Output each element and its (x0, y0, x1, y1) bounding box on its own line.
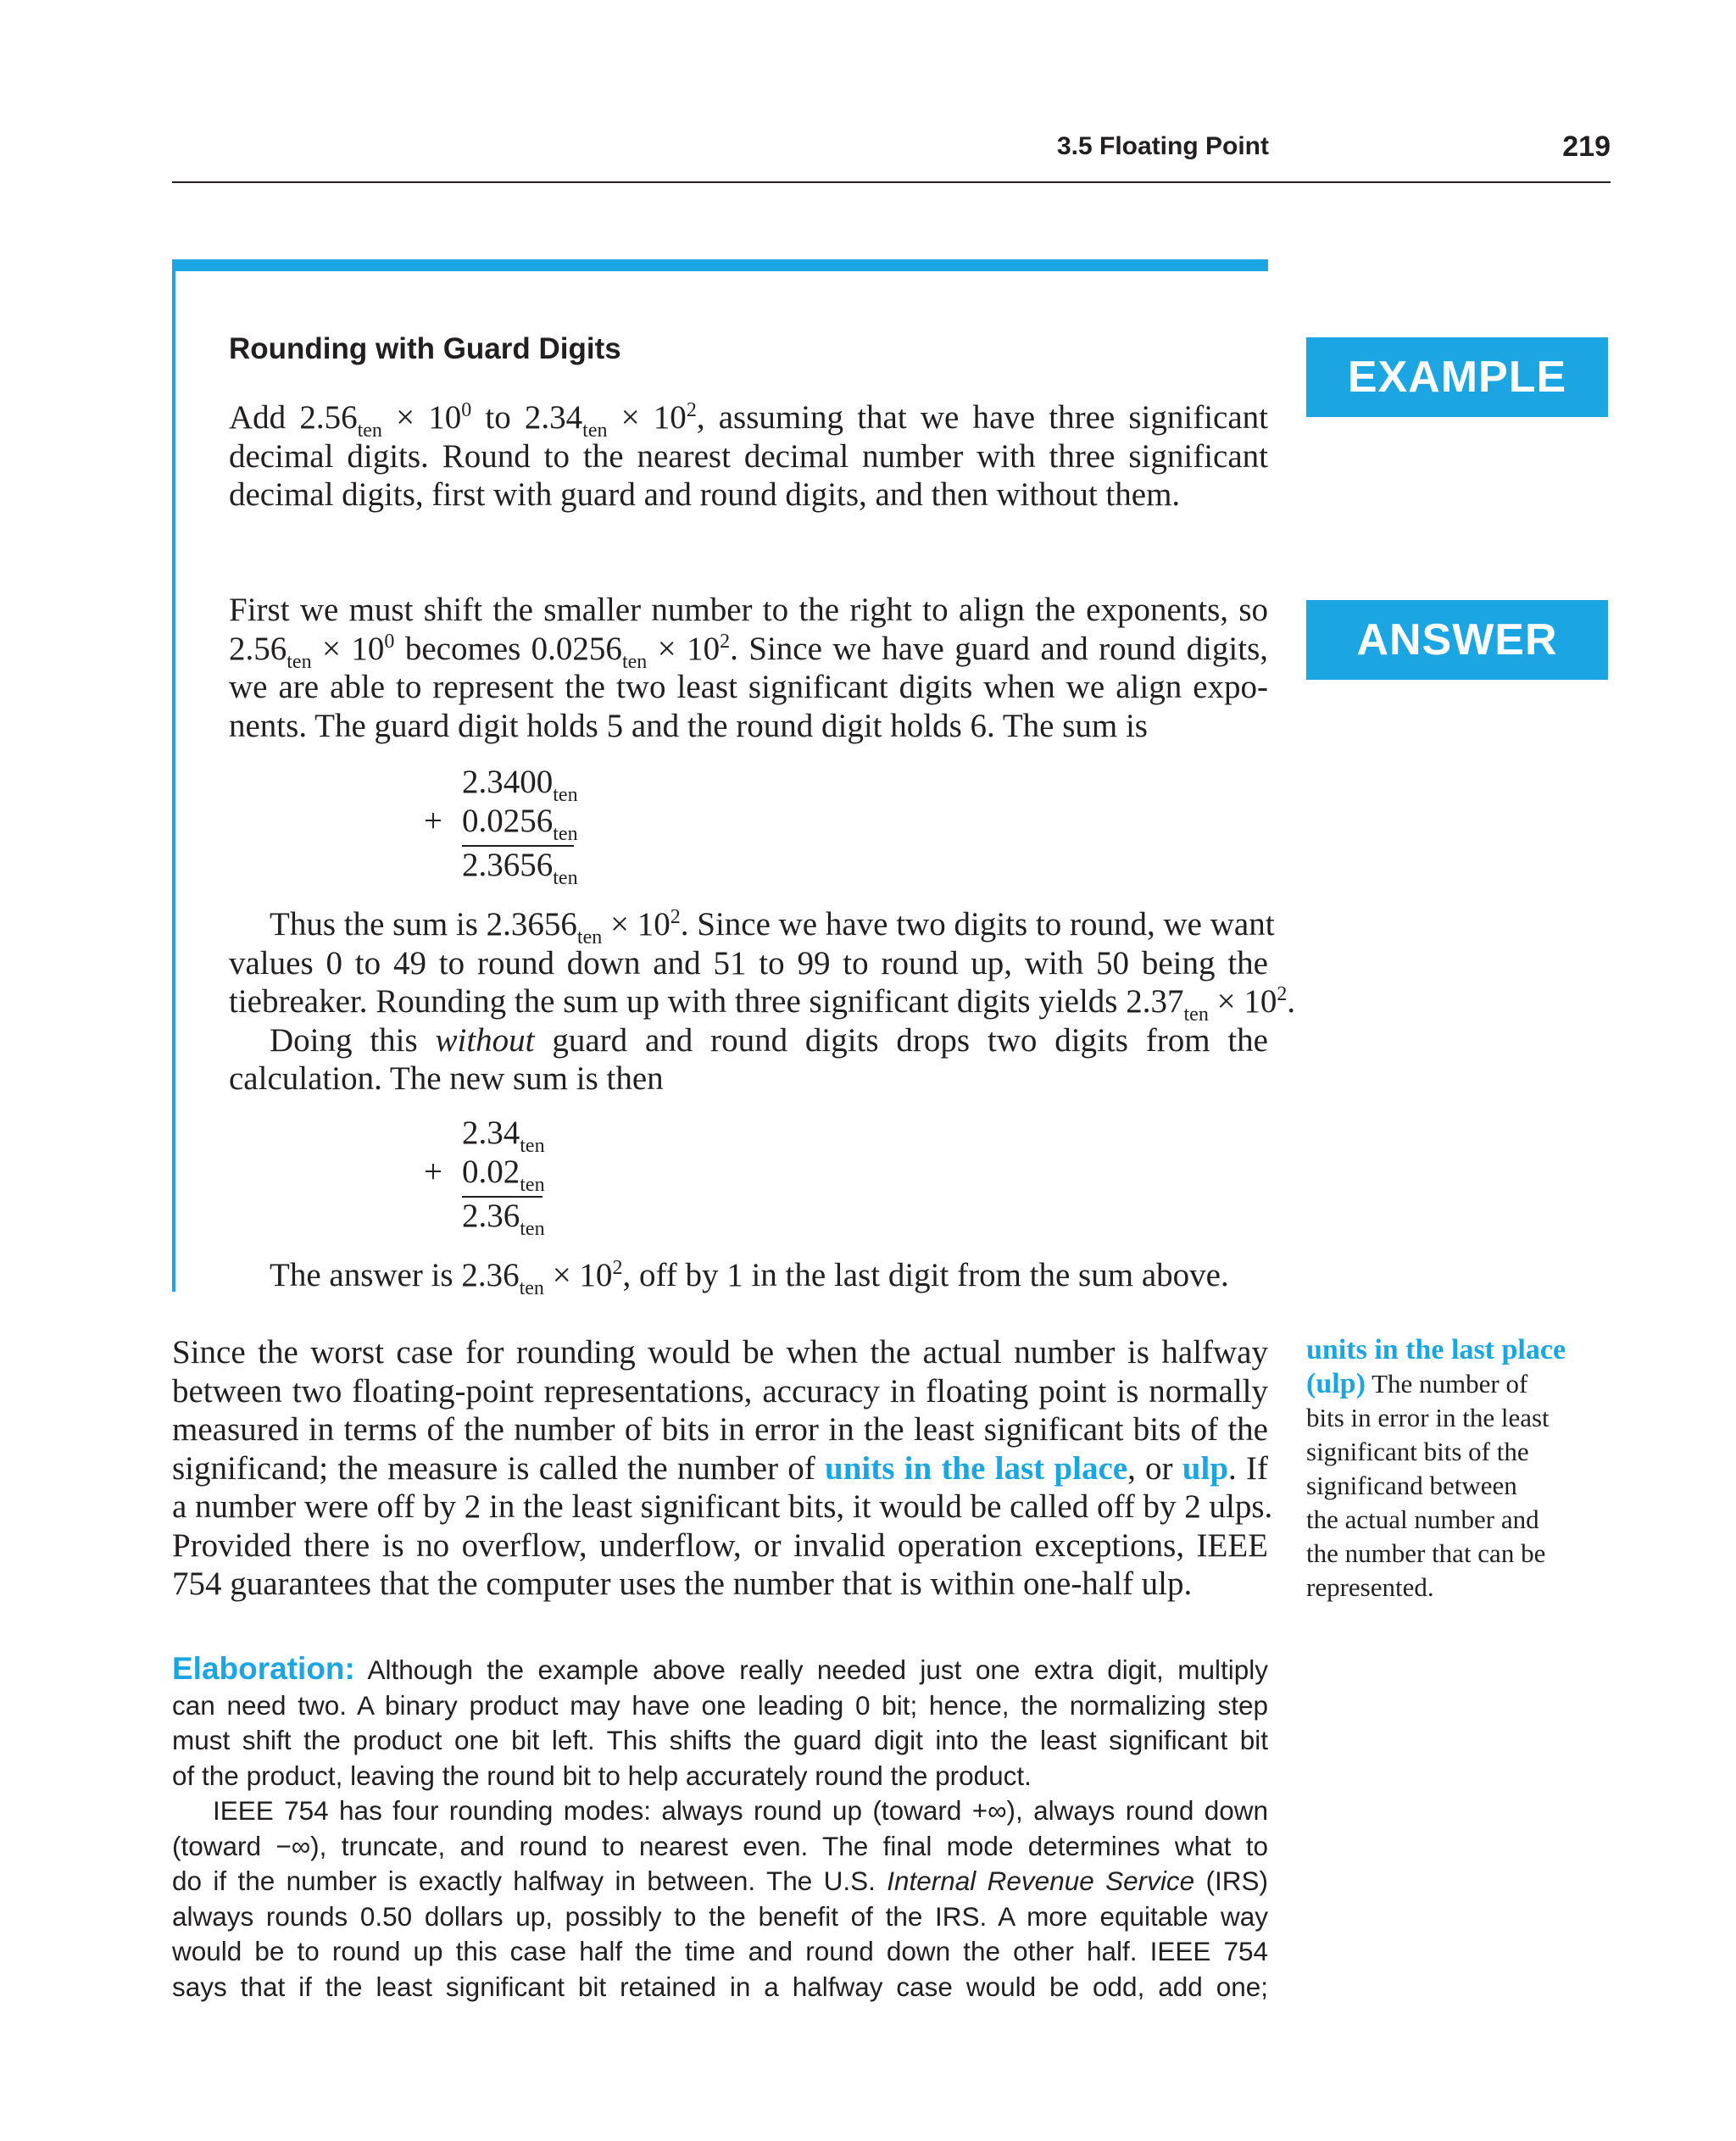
elaboration-line: says that if the least significant bit retained in a halfway case would be odd, add one; (172, 1971, 1268, 2002)
main-line: Since the worst case for rounding would be when the actual number is halfway (172, 1334, 1268, 1371)
main-line: significand; the measure is called the number of units in the last place, or ulp. If (172, 1449, 1268, 1487)
plus-sign: + (424, 803, 442, 839)
answer-line: Thus the sum is $2.3656_{ten} \times 10^2$. Since we have two digits to round, we want (270, 906, 1275, 948)
answer-line: $2.56_{ten} \times 10^0$ becomes $0.0256_{ten} \times 10^2$. Since we have guard and round digits, (229, 630, 1268, 673)
answer-label: ANSWER (1306, 600, 1608, 680)
elaboration-label: Elaboration: (172, 1651, 355, 1686)
glossary-term: units in the last place (1306, 1334, 1566, 1365)
page-number: 219 (1562, 131, 1611, 163)
answer-line: we are able to represent the two least significant digits when we align expo- (229, 669, 1268, 705)
term-ulp: ulp (1182, 1449, 1229, 1487)
section-title: 3.5 Floating Point (1056, 132, 1269, 160)
elaboration-line: (toward −∞), truncate, and round to nearest even. The final mode determines what to (172, 1830, 1268, 1861)
main-line: measured in terms of the number of bits in error in the least significant bits of the (172, 1411, 1268, 1448)
answer-line: First we must shift the smaller number to the right to align the exponents, so (229, 592, 1268, 628)
main-line: Provided there is no overflow, underflow, or invalid operation exceptions, IEEE (172, 1527, 1268, 1564)
elaboration-line: Elaboration: Although the example above really needed just one extra digit, multiply (172, 1651, 1268, 1686)
elaboration-line: do if the number is exactly halfway in between. The U.S. Internal Revenue Service (IRS) (172, 1866, 1269, 1896)
elaboration-line: of the product, leaving the round bit to help accurately round the product. (172, 1760, 1032, 1791)
term-units-in-last-place: units in the last place (825, 1449, 1128, 1487)
example-title: Rounding with Guard Digits (229, 332, 621, 365)
main-line: a number were off by 2 in the least significant bits, it would be called off by 2 ulps. (172, 1488, 1273, 1525)
answer-conclusion (229, 1256, 1268, 1299)
elaboration-line: must shift the product one bit left. This shifts the guard digit into the least significant bit (172, 1725, 1268, 1755)
main-paragraph (172, 1333, 1273, 1604)
elaboration (172, 1651, 1268, 2005)
main-line: between two floating-point representations, accuracy in floating point is normally (172, 1372, 1268, 1410)
elaboration-line: would be to round up this case half the time and round down the other half. IEEE 754 (172, 1936, 1268, 1966)
elaboration-line: IEEE 754 has four rounding modes: always round up (toward +∞), always round down (213, 1795, 1268, 1826)
answer-paragraph (229, 591, 1268, 745)
example-top-bar (172, 259, 1268, 271)
example-question (229, 398, 1268, 514)
example-label: EXAMPLE (1306, 337, 1608, 417)
running-header (172, 127, 1611, 183)
answer-line: tiebreaker. Rounding the sum up with three significant digits yields $2.37_{ten} \times 10^2$. (229, 983, 1296, 1026)
plus-sign: + (424, 1154, 442, 1190)
example-line: decimal digits. Round to the nearest decimal number with three significant (229, 437, 1268, 475)
answer-line: calculation. The new sum is then (229, 1060, 664, 1097)
elaboration-line: can need two. A binary product may have one leading 0 bit; hence, the normalizing step (172, 1689, 1268, 1721)
example-line: Add $2.56_{ten} \times 10^0$ to $2.34_{ten} \times 10^2$, assuming that we have three significant (229, 399, 1269, 442)
answer-paragraph (229, 905, 1296, 1098)
answer-line: The answer is $2.36_{ten} \times 10^2$, off by 1 in the last digit from the sum above. (270, 1257, 1229, 1299)
answer-line: nents. The guard digit holds 5 and the round digit holds 6. The sum is (229, 707, 1148, 744)
elaboration-line: always rounds 0.50 dollars up, possibly to the benefit of the IRS. A more equitable way (172, 1900, 1268, 1932)
main-line: 754 guarantees that the computer uses the number that is within one-half ulp. (172, 1565, 1193, 1602)
example-line: decimal digits, first with guard and round digits, and then without them. (229, 476, 1181, 513)
glossary-definition: units in the last place (ulp) The number of bits in error in the least significant bits of the significand between the actual number and the number that can be represented. (1306, 1334, 1566, 1602)
glossary-term-abbrev: (ulp) (1306, 1368, 1366, 1399)
answer-line: values 0 to 49 to round down and 51 to 99 to round up, with 50 being the (229, 944, 1268, 982)
answer-line: Doing this without guard and round digits drops two digits from the (270, 1021, 1268, 1059)
